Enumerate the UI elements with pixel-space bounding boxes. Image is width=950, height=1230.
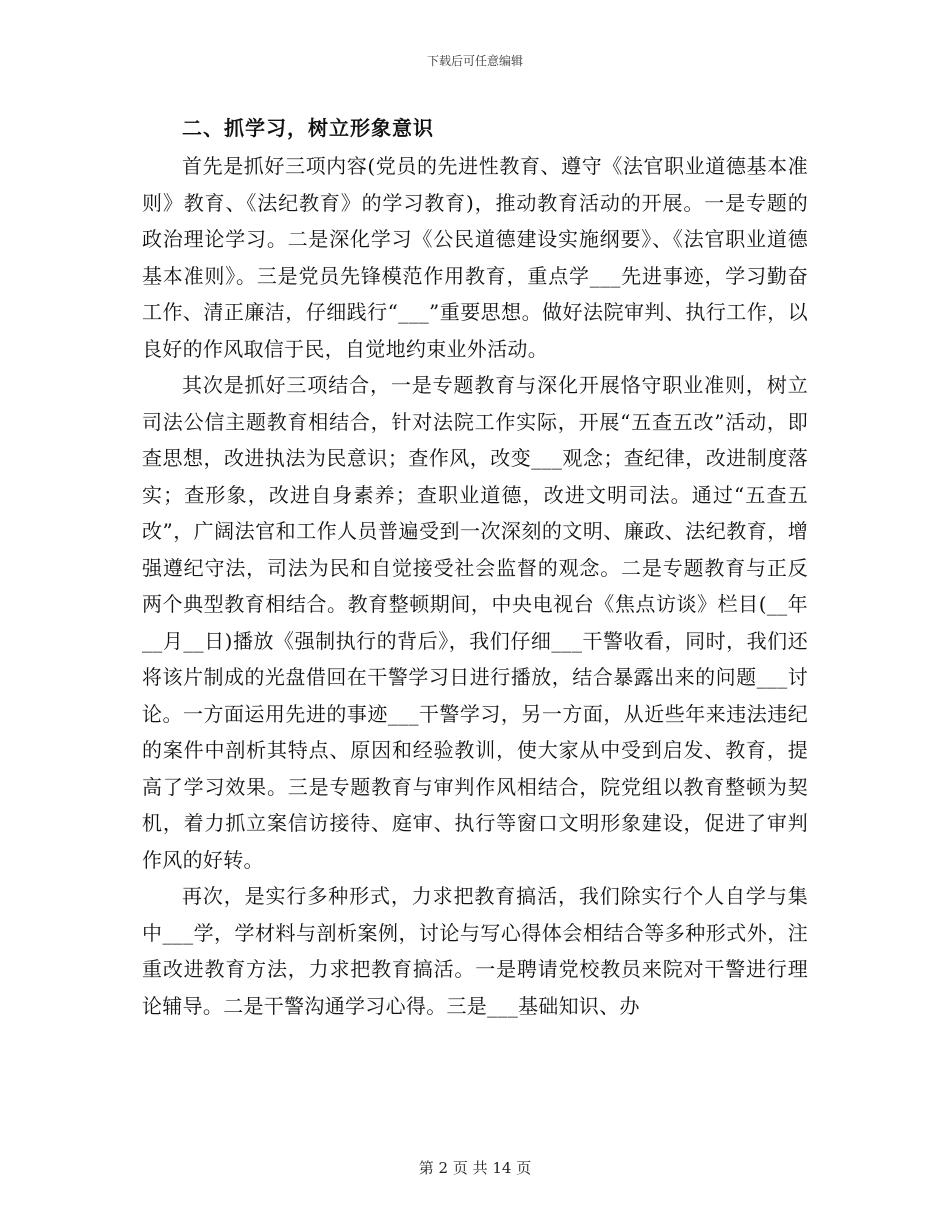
section-heading: 二、抓学习，树立形象意识 bbox=[182, 116, 434, 140]
document-body bbox=[142, 110, 808, 1024]
paragraph-2: 其次是抓好三项结合，一是专题教育与深化开展恪守职业准则，树立司法公信主题教育相结合，针对法院工作实际，开展“五查五改”活动，即查思想，改进执法为民意识；查作风，改变___观念；查纪律，改进制度落实；查形象，改进自身素养；查职业道德，改进文明司法。通过“五查五改”，广阔法官和工作人员普遍受到一次深刻的文明、廉政、法纪教育，增强遵纪守法，司法为民和自觉接受社会监督的观念。二是专题教育与正反两个典型教育相结合。教育整顿期间，中央电视台《焦点访谈》栏目(__年__月__日)播放《强制执行的背后》，我们仔细___干警收看，同时，我们还将该片制成的光盘借回在干警学习日进行播放，结合暴露出来的问题___讨论。一方面运用先进的事迹___干警学习，另一方面，从近些年来违法违纪的案件中剖析其特点、原因和经验教训，使大家从中受到启发、教育，提高了学习效果。三是专题教育与审判作风相结合，院党组以教育整顿为契机，着力抓立案信访接待、庭审、执行等窗口文明形象建设，促进了审判作风的好转。 bbox=[142, 373, 808, 872]
page-header: 下载后可任意编辑 bbox=[426, 54, 523, 68]
page-number-footer: 第 2 页 共 14 页 bbox=[418, 1159, 532, 1177]
paragraph-3: 再次，是实行多种形式，力求把教育搞活，我们除实行个人自学与集中___学，学材料与剖析案例，讨论与写心得体会相结合等多种形式外，注重改进教育方法，力求把教育搞活。一是聘请党校教员来院对干警进行理论辅导。二是干警沟通学习心得。三是___基础知识、办 bbox=[142, 884, 808, 1018]
paragraph-1: 首先是抓好三项内容(党员的先进性教育、遵守《法官职业道德基本准则》教育、《法纪教育》的学习教育)，推动教育活动的开展。一是专题的政治理论学习。二是深化学习《公民道德建设实施纲要》、《法官职业道德基本准则》。三是党员先锋模范作用教育，重点学___先进事迹，学习勤奋工作、清正廉洁，仔细践行“___”重要思想。做好法院审判、执行工作，以良好的作风取信于民，自觉地约束业外活动。 bbox=[142, 154, 808, 361]
